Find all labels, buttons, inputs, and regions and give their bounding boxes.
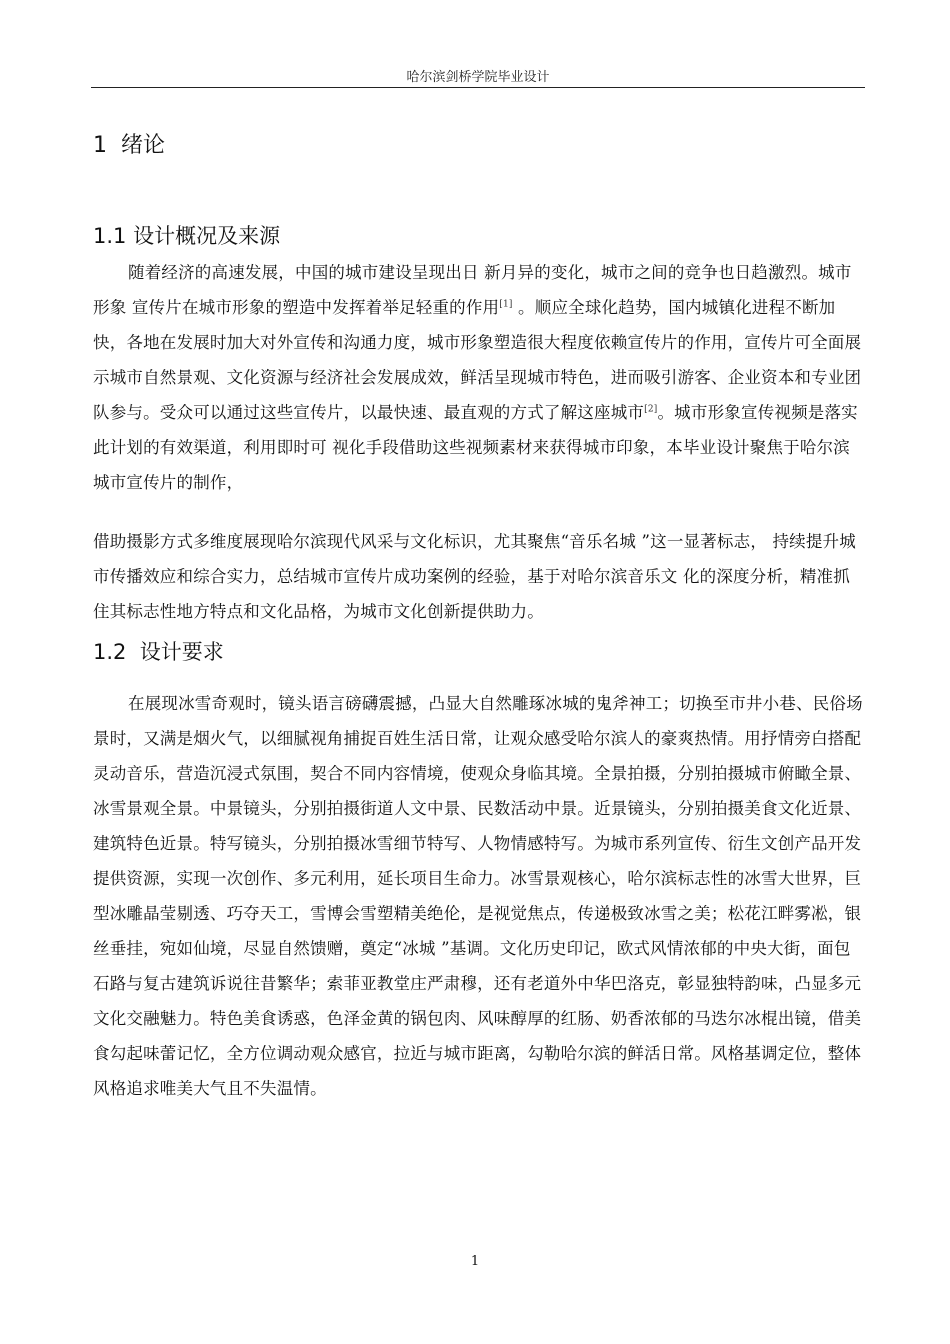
chapter-title: 绪论 (121, 133, 166, 158)
section-number: 1.1 (93, 224, 127, 248)
header-rule (91, 87, 865, 88)
section-title: 设计概况及来源 (133, 224, 281, 248)
section-title: 设计要求 (139, 640, 224, 664)
chapter-number: 1 (93, 133, 107, 158)
page-number: 1 (470, 1254, 480, 1269)
section-heading-1-2 (93, 636, 224, 666)
citation-ref-2: [2] (644, 404, 658, 415)
section-heading-1-1 (93, 220, 280, 250)
chapter-heading (93, 128, 165, 159)
paragraph-text: 。城市形象宣传视频是落实此计划的有效渠道，利用即时可 视化手段借助这些视频素材来获得城市印象，本毕业设计聚焦于哈尔滨城市宣传片的制作， (93, 403, 858, 492)
paragraph-1-2: 在展现冰雪奇观时，镜头语言磅礴震撼，凸显大自然雕琢冰城的鬼斧神工；切换至市井小巷、民俗场景时，又满是烟火气，以细腻视角捕捉百姓生活日常，让观众感受哈尔滨人的豪爽热情。用抒情旁白搭配灵动音乐，营造沉浸式氛围，契合不同内容情境，使观众身临其境。全景拍摄，分别拍摄城市俯瞰全景、冰雪景观全景。中景镜头，分别拍摄街道人文中景、民数活动中景。近景镜头，分别拍摄美食文化近景、建筑特色近景。特写镜头，分别拍摄冰雪细节特写、人物情感特写。为城市系列宣传、衍生文创产品开发提供资源，实现一次创作、多元利用，延长项目生命力。冰雪景观核心，哈尔滨标志性的冰雪大世界，巨型冰雕晶莹剔透、巧夺天工，雪博会雪塑精美绝伦，是视觉焦点，传递极致冰雪之美；松花江畔雾凇，银丝垂挂，宛如仙境，尽显自然馈赠，奠定“冰城 ”基调。文化历史印记，欧式风情浓郁的中央大街，面包石路与复古建筑诉说往昔繁华；索菲亚教堂庄严肃穆，还有老道外中华巴洛克，彰显独特韵味，凸显多元文化交融魅力。特色美食诱惑，色泽金黄的锅包肉、风味醇厚的红肠、奶香浓郁的马迭尔冰棍出镜，借美食勾起味蕾记忆，全方位调动观众感官，拉近与城市距离，勾勒哈尔滨的鲜活日常。风格基调定位，整体风格追求唯美大气且不失温情。 (93, 694, 863, 1098)
paragraph-1-1-a (93, 255, 863, 500)
paragraph-1-1-b: 借助摄影方式多维度展现哈尔滨现代风采与文化标识，尤其聚焦“音乐名城 ”这一显著标志， 持续提升城市传播效应和综合实力，总结城市宣传片成功案例的经验，基于对哈尔滨音乐文 化的深度分析，精准抓住其标志性地方特点和文化品格，为城市文化创新提供助力。 (93, 532, 856, 621)
citation-ref-1: [1] (499, 299, 513, 310)
paragraph-text: 。顺应全球化趋势，国内城镇化进程不断加快，各地在发展时加大对外宣传和沟通力度，城市形象塑造很大程度依赖宣传片的作用，宣传片可全面展示城市自然景观、文化资源与经济社会发展成效，鲜活呈现城市特色，进而吸引游客、企业资本和专业团队参与。受众可以通过这些宣传片，以最快速、最直观的方式了解这座城市 (93, 298, 862, 422)
paragraph-text: 随着经济的高速发展，中国的城市建设呈现出日 新月异的变化，城市之间的竞争也日趋激烈。城市形象 宣传片在城市形象的塑造中发挥着举足轻重的作用 (93, 263, 852, 317)
running-header: 哈尔滨剑桥学院毕业设计 (406, 70, 550, 85)
section-number: 1.2 (93, 640, 127, 664)
